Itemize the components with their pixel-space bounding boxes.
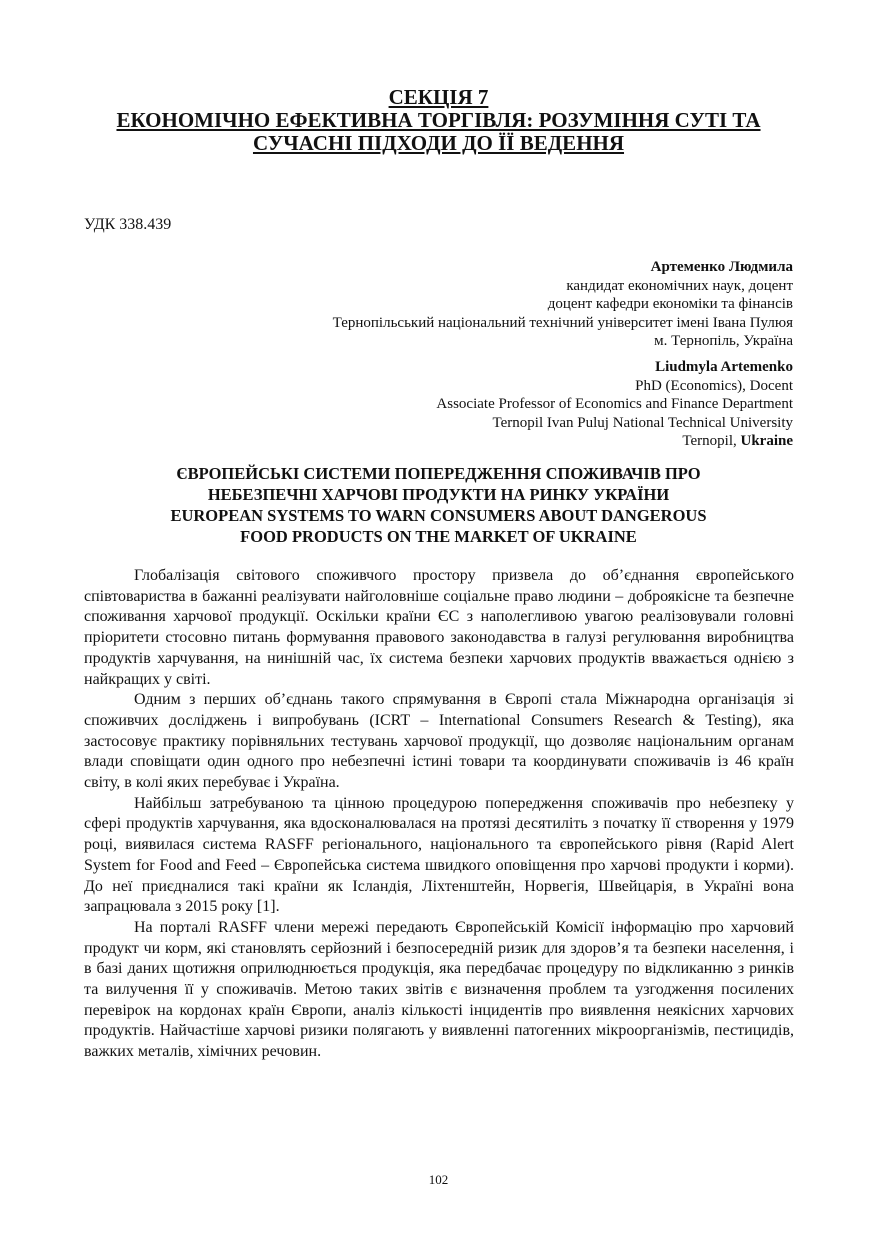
title-line-1: ЄВРОПЕЙСЬКІ СИСТЕМИ ПОПЕРЕДЖЕННЯ СПОЖИВАЧІВ ПРО <box>176 464 701 483</box>
author-university-en: Ternopil Ivan Puluj National Technical University <box>492 414 793 431</box>
author-info-english <box>436 358 793 451</box>
author-location-en <box>436 432 793 451</box>
paragraph-4: На порталі RASFF члени мережі передають Європейській Комісії інформацію про харчовий продукт чи корм, які становлять серйозний і безпосередній ризик для здоров’я та безпеки населення, і в базі даних щотижня оприлюднюється продукція, яка передбачає процедуру по відкликанню з ринків та вилучення її у споживачів. Метою таких звітів є визначення проблем та узгодження посилених перевірок на кордонах країн Європи, аналіз кількості інцидентів про виявлення неякісних харчових продуктів. Найчастіше харчові ризики полягають у виявленні патогенних мікроорганізмів, пестицидів, важких металів, хімічних речовин. <box>84 918 794 1061</box>
title-line-4: FOOD PRODUCTS ON THE MARKET OF UKRAINE <box>240 527 637 546</box>
author-name-en: Liudmyla Artemenko <box>655 359 793 375</box>
section-number: СЕКЦІЯ 7 <box>388 85 489 109</box>
paragraph-1: Глобалізація світового споживчого простору призвела до об’єднання європейського співтовариства в бажанні реалізувати найголовніше соціальне право людини – доброякісне та безпечне споживання харчової продукції. Оскільки країни ЄС з наполегливою увагою реалізовували головні пріоритети стосовно питань формування правового законодавства в галузі регулювання виробництва продуктів харчування, на нинішній час, їх система безпеки харчових продуктів вважається однією з найкращих у світі. <box>84 567 794 688</box>
article-title <box>0 463 877 547</box>
author-country-en: Ukraine <box>740 433 793 449</box>
title-line-2: НЕБЕЗПЕЧНІ ХАРЧОВІ ПРОДУКТИ НА РИНКУ УКРАЇНИ <box>207 485 670 504</box>
title-line-3: EUROPEAN SYSTEMS TO WARN CONSUMERS ABOUT DANGEROUS <box>170 506 707 525</box>
author-degree-ua: кандидат економічних наук, доцент <box>566 277 793 294</box>
author-position-ua: доцент кафедри економіки та фінансів <box>547 296 793 312</box>
article-body <box>84 566 794 1063</box>
author-position-en: Associate Professor of Economics and Finance Department <box>436 396 793 412</box>
author-city-en: Ternopil, <box>682 433 737 449</box>
udk-code: УДК 338.439 <box>84 216 172 233</box>
author-degree-en: PhD (Economics), Docent <box>635 377 793 394</box>
author-university-ua: Тернопільський національний технічний університет імені Івана Пулюя <box>332 314 793 331</box>
section-title-line-2: СУЧАСНІ ПІДХОДИ ДО ЇЇ ВЕДЕННЯ <box>252 131 625 155</box>
page-number: 102 <box>428 1172 449 1187</box>
paragraph-3: Найбільш затребуваною та цінною процедурою попередження споживачів про небезпеку у сфері продуктів харчування, яка вдосконалювалася на протязі десятиліть з початку її створення у 1979 році, виявилася система RASFF регіонального, національного та європейського рівня (Rapid Alert System for Food and Feed – Європейська система швидкого оповіщення про харчові продукти і корми). До неї приєдналися такі країни як Ісландія, Ліхтенштейн, Норвегія, Швейцарія, в Україні вона запрацювала з 2015 року [1]. <box>84 794 794 916</box>
paragraph-2: Одним з перших об’єднань такого спрямування в Європі стала Міжнародна організація зі споживчих досліджень і випробувань (ICRT – International Consumers Research & Testing), яка застосовує практику порівняльних тестувань харчової продукції, що дозволяє національним органам влади сповіщати один одного про небезпечні істині товари та координувати споживачів із 46 країн світу, в колі яких перебуває і Україна. <box>84 691 794 792</box>
author-city-ua: м. Тернопіль, Україна <box>654 333 793 349</box>
author-info-ukrainian <box>333 258 793 351</box>
section-title-line-1: ЕКОНОМІЧНО ЕФЕКТИВНА ТОРГІВЛЯ: РОЗУМІННЯ СУТІ ТА <box>116 108 761 132</box>
author-name-ua: Артеменко Людмила <box>650 259 793 275</box>
section-heading <box>0 86 877 155</box>
